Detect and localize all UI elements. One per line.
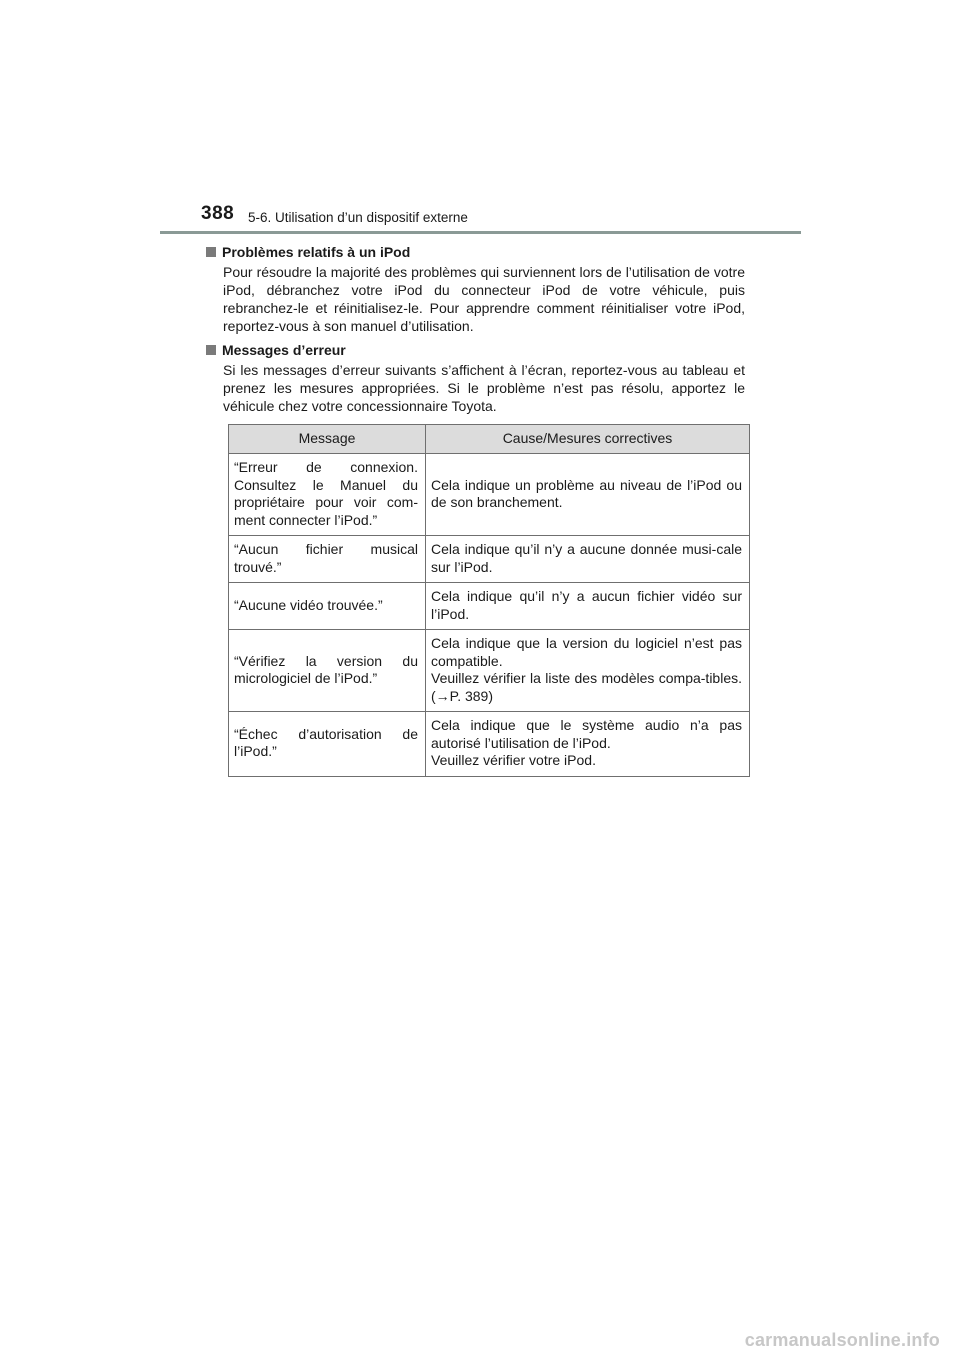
page-number: 388	[201, 203, 235, 224]
cause-cell	[426, 630, 750, 712]
cause-line: Cela indique que la version du logiciel n’est pas compatible.	[431, 635, 742, 669]
cause-line: Veuillez vérifier la liste des modèles compa-tibles. (→P. 389)	[431, 670, 742, 704]
section-error-messages	[206, 341, 745, 415]
section-body: Pour résoudre la majorité des problèmes qui surviennent lors de l’utilisation de votre iPod, débranchez votre iPod du connecteur iPod de votre véhicule, puis rebranchez-le et réinitialisez-le. Pour apprendre comment réinitialiser votre iPod, reportez-vous à son manuel d’utilisation.	[223, 264, 745, 334]
cause-line: Veuillez vérifier votre iPod.	[431, 752, 596, 768]
table-row	[229, 454, 750, 536]
column-header-message: Message	[229, 425, 426, 454]
square-bullet-icon	[206, 345, 216, 355]
section-heading-text: Messages d’erreur	[222, 342, 346, 358]
table-row	[229, 536, 750, 583]
chapter-title: 5-6. Utilisation d’un dispositif externe	[248, 210, 468, 225]
message-cell: “Erreur de connexion. Consultez le Manuel du propriétaire pour voir com-ment connecter l’iPod.”	[229, 454, 426, 536]
table-row	[229, 630, 750, 712]
cause-cell: Cela indique qu’il n’y a aucune donnée musi-cale sur l’iPod.	[426, 536, 750, 583]
watermark: carmanualsonline.info	[744, 1330, 940, 1350]
message-cell: “Échec d’autorisation de l’iPod.”	[229, 712, 426, 777]
section-heading	[206, 243, 745, 261]
table-row	[229, 712, 750, 777]
section-heading	[206, 341, 745, 359]
table-header-row	[229, 425, 750, 454]
message-cell: “Aucun fichier musical trouvé.”	[229, 536, 426, 583]
table-row	[229, 583, 750, 630]
message-cell: “Aucune vidéo trouvée.”	[229, 583, 426, 630]
header-divider	[160, 231, 801, 234]
cause-cell: Cela indique un problème au niveau de l’iPod ou de son branchement.	[426, 454, 750, 536]
cause-line: Cela indique que le système audio n’a pas autorisé l’utilisation de l’iPod.	[431, 717, 742, 751]
section-body: Si les messages d’erreur suivants s’affichent à l’écran, reportez-vous au tableau et prenez les mesures appropriées. Si le problème n’est pas résolu, apportez le véhicule chez votre concessionnaire Toyota.	[223, 362, 745, 414]
error-messages-table	[228, 424, 750, 777]
cause-cell: Cela indique qu’il n’y a aucun fichier vidéo sur l’iPod.	[426, 583, 750, 630]
square-bullet-icon	[206, 247, 216, 257]
message-cell: “Vérifiez la version du micrologiciel de l’iPod.”	[229, 630, 426, 712]
column-header-cause: Cause/Mesures correctives	[426, 425, 750, 454]
section-heading-text: Problèmes relatifs à un iPod	[222, 244, 411, 260]
section-ipod-problems	[206, 243, 745, 335]
cause-cell	[426, 712, 750, 777]
